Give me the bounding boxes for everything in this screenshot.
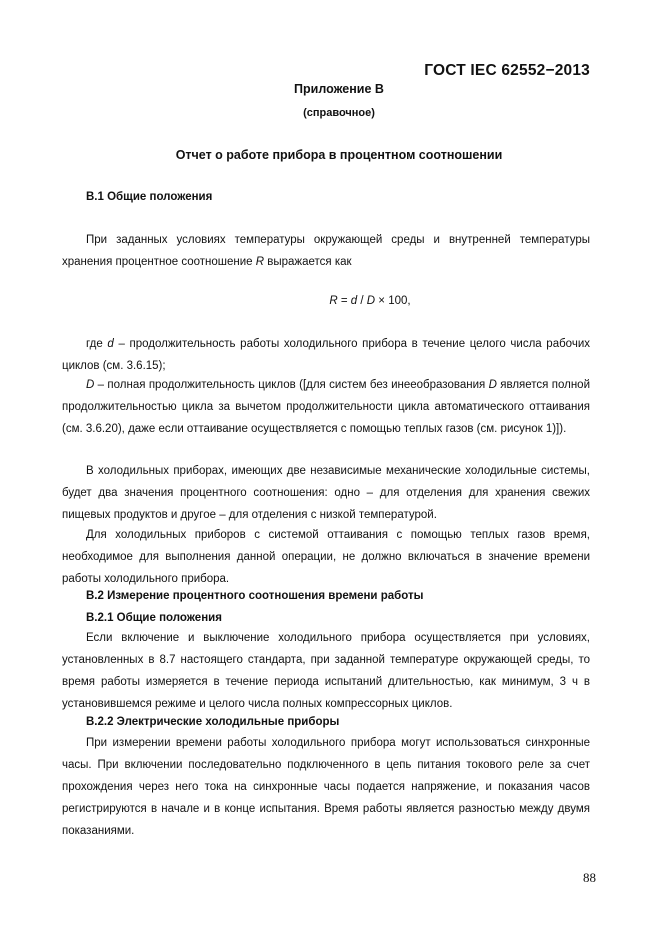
where-d-paragraph [62,333,590,377]
section-b22-paragraph: При измерении времени работы холодильного прибора могут использоваться синхронные часы. При включении последовательно подключенного в цепь питания токового реле за счет прохождения через него тока на синхронные часы подается напряжение, и показания часов регистрируются в начале и в конце испытания. Время работы является разностью между двумя показаниями. [62,737,590,837]
section-b1-paragraph-1 [62,229,590,273]
formula-r: R [329,295,338,307]
appendix-subtitle: (справочное) [303,107,375,119]
where-d-symbol: d [107,338,114,350]
section-b1-paragraph-2: В холодильных приборах, имеющих две независимые механические холодильные системы, будет два значения процентного соотношения: одно – для отделения для хранения свежих пищевых продуктов и другое – для отделения с низкой температурой. [62,465,590,521]
standard-number: ГОСТ IEC 62552−2013 [424,62,590,79]
formula-D: D [366,295,376,307]
appendix-title: Приложение В [294,82,384,96]
formula-slash: / [357,295,367,307]
formula [60,295,661,307]
where-prefix: где [86,338,108,350]
document-title: Отчет о работе прибора в процентном соотношении [175,148,503,162]
section-b22-heading: В.2.2 Электрические холодильные приборы [86,716,340,728]
section-b21-heading: В.2.1 Общие положения [86,612,222,624]
where-D-symbol: D [86,379,95,391]
section-b2-heading: В.2 Измерение процентного соотношения времени работы [86,590,424,602]
section-b21-paragraph: Если включение и выключение холодильного прибора осуществляется при условиях, установленных в 8.7 настоящего стандарта, при заданной температуре окружающей среды, то время работы измеряется в течение периода испытаний длительностью, как минимум, 3 ч в установившемся режиме и целого числа полных компрессорных циклов. [62,632,590,710]
section-b1-paragraph-3: Для холодильных приборов с системой оттаивания с помощью теплых газов время, необходимое для выполнения данной операции, не должно включаться в значение времени работы холодильного прибора. [62,529,590,585]
where-D-text-2: является полной продолжительностью цикла за вычетом продолжительности цикла автоматического оттаивания (см. 3.6.20), даже если оттаивание осуществляется с помощью теплых газов (см. рисунок 1)]). [62,379,590,435]
where-d-text: – продолжительность работы холодильного прибора в течение целого числа рабочих циклов (см. 3.6.15); [62,338,590,372]
page-number: 88 [583,870,596,885]
formula-d: d [350,295,358,307]
p1-text: При заданных условиях температуры окружающей среды и внутренней температуры хранения процентное соотношение R выражается как [62,234,590,268]
p1-r-symbol: R [255,256,265,268]
where-D-symbol-2: D [488,379,497,391]
where-D-text-1: – полная продолжительность циклов ([для систем без инееобразования [94,379,489,391]
where-D-paragraph [62,374,590,440]
formula-eq: = [337,295,351,307]
section-b1-heading: В.1 Общие положения [86,191,213,203]
formula-rest: × 100, [375,295,411,307]
